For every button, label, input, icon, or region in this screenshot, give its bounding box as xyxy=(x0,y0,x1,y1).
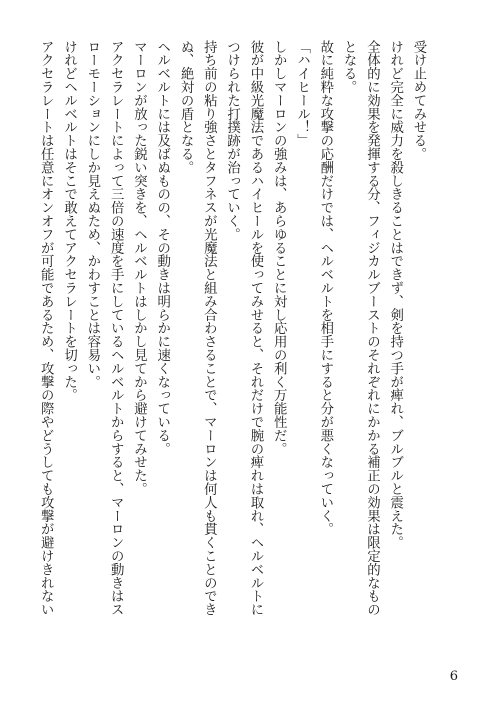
text-line-14: アクセラレートによって三倍の速度を手にしているヘルベルトからすると、マーロンの動きはス xyxy=(108,40,124,617)
text-line-5: 故に純粋な攻撃の応酬だけでは、ヘルベルトを相手にすると分が悪くなっていく。 xyxy=(317,40,333,536)
text-line-10: 持ち前の粘り強さとタフネスが光魔法と組み合わさることで、マーロンは何人も貫くことのでき xyxy=(201,40,217,617)
text-line-3: 全体的に効果を発揮する分、フィジカルブーストのそれぞれにかかる補正の効果は限定的なもの xyxy=(364,40,380,617)
text-line-11: ぬ、絶対の盾となる。 xyxy=(178,40,194,174)
text-line-2: けれど完全に威力を殺しきることはできず、剣を持つ手が痺れ、ブルブルと震えた。 xyxy=(387,40,403,550)
text-line-13: マーロンが放った鋭い突きを、ヘルベルトはしかし見てから避けてみせた。 xyxy=(131,40,147,496)
text-line-1: 受け止めてみせる。 xyxy=(411,40,426,161)
text-line-17: アクセラレートは任意にオンオフが可能であるため、攻撃の際やどうしても攻撃が避けきれない xyxy=(38,40,54,617)
text-line-6: 「ハイヒール！」 xyxy=(294,40,310,148)
text-line-9: つけられた打撲跡が治っていく。 xyxy=(224,40,240,241)
text-line-8: 彼が中級光魔法であるハイヒールを使ってみせると、それだけで腕の痺れは取れ、ヘルベルトに xyxy=(247,40,263,617)
text-line-16: けれどヘルベルトはそこで敢えてアクセラレートを切った。 xyxy=(61,40,77,402)
text-line-15: ローモーションにしか見えぬため、かわすことは容易い。 xyxy=(84,40,100,389)
text-line-4: となる。 xyxy=(341,40,357,94)
page-number: 6 xyxy=(449,669,458,684)
text-line-7: しかしマーロンの強みは、あらゆることに対し応用の利く万能性だ。 xyxy=(271,40,287,456)
text-line-12: ヘルベルトには及ばぬものの、その動きは明らかに速くなっている。 xyxy=(154,40,170,456)
vertical-text-body xyxy=(34,40,430,636)
